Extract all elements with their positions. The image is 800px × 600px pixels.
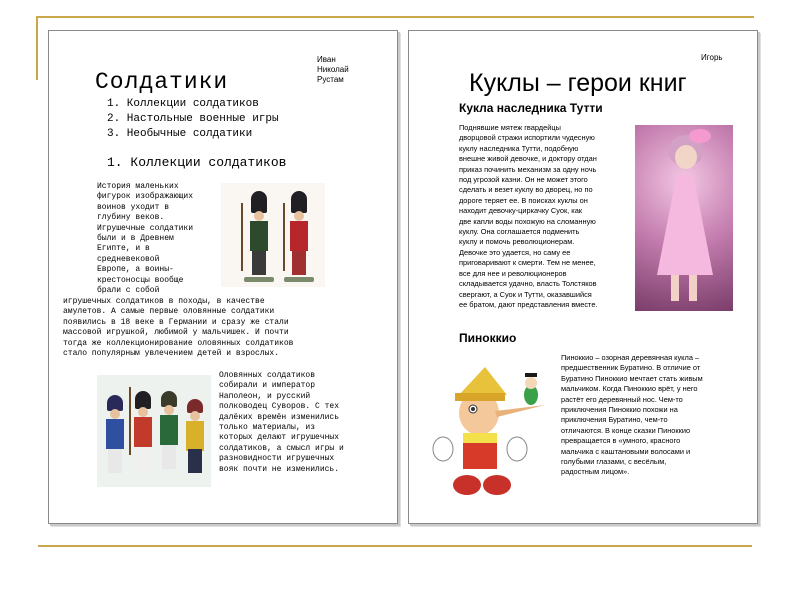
text-line: радостным лицом». xyxy=(561,467,630,477)
text-line: тогда же коллекционирование оловянных солдатиков xyxy=(63,338,294,348)
text-line: предшественник Буратино. В отличие от xyxy=(561,363,701,373)
pinocchio-illustration xyxy=(427,357,555,499)
author-name: Игорь xyxy=(701,53,723,62)
authors-list xyxy=(317,55,349,85)
text-line: свергают, а Суок и Тутти, оказавшийся xyxy=(459,289,592,299)
section-heading: Кукла наследника Тутти xyxy=(459,101,603,115)
tutti-paragraph xyxy=(459,123,598,310)
text-line: Игрушечные солдатики xyxy=(97,223,194,233)
toy-soldier-figure xyxy=(279,191,319,287)
text-line: куклу наследника Тутти, подобную xyxy=(459,143,579,153)
text-line: были и в Древнем xyxy=(97,234,174,244)
text-line: ее братом, дают представления вместе. xyxy=(459,299,598,309)
text-line: дворцовой стражи испортили чудесную xyxy=(459,133,595,143)
text-line: Оловянных солдатиков xyxy=(219,371,316,380)
text-line: собирали и император xyxy=(219,381,316,391)
decorative-top-rule xyxy=(36,16,754,18)
text-line: голубыми глазами, с весёлым, xyxy=(561,457,667,467)
section-heading: Пиноккио xyxy=(459,331,517,345)
text-line: мальчика с каштановыми волосами и xyxy=(561,446,691,456)
text-line: амулетов. А самые первые оловянные солдатики xyxy=(63,307,275,317)
page-dolls xyxy=(408,30,758,524)
text-line: вояк почти не изменились. xyxy=(219,464,340,474)
text-line: крестоносцы вообще xyxy=(97,275,184,285)
text-line: только материалы, из xyxy=(219,423,316,433)
text-line: фигурок изображающих xyxy=(97,192,194,202)
text-line: которых делают игрушечных xyxy=(219,433,340,443)
author-name: Николай xyxy=(317,65,349,74)
text-line: сделать и везет куклу во дворец, но по xyxy=(459,185,593,195)
napoleon-paragraph xyxy=(219,371,344,475)
text-line: игрушечных солдатиков в походы, в качестве xyxy=(63,297,265,306)
intro-text-wrapped xyxy=(97,182,193,296)
text-line: солдатиков, а смысл игры и xyxy=(219,443,344,453)
text-line: разновидности игрушечных xyxy=(219,454,335,464)
text-line: массовой игрушкой, любимой у мальчишек. И почти xyxy=(63,328,289,338)
toc-item: 2. Настольные военные игры xyxy=(107,113,279,125)
text-line: две капли воды похожую на сломанную xyxy=(459,216,596,226)
text-line: растёт его деревянный нос. Чем-то xyxy=(561,394,683,404)
doll-photo xyxy=(635,125,733,311)
decorative-left-rule xyxy=(36,16,38,80)
tin-soldiers-photo xyxy=(97,375,211,487)
soldiers-photo xyxy=(221,183,325,287)
text-line: находит девочку-циркачку Суок, как xyxy=(459,206,583,216)
section-heading: 1. Коллекции солдатиков xyxy=(107,155,287,170)
text-line: воинов уходит в xyxy=(97,202,170,212)
text-line: Поднявшие мятеж гвардейцы xyxy=(459,123,561,132)
text-line: под угрозой казни. Он не может этого xyxy=(459,175,588,185)
pinocchio-paragraph xyxy=(561,353,703,478)
text-line: глубину веков. xyxy=(97,213,165,223)
text-line: средневековой xyxy=(97,254,160,264)
table-of-contents xyxy=(107,97,279,142)
text-line: приключения Буратино, чем-то xyxy=(561,415,668,425)
text-line: Пиноккио – озорная деревянная кукла – xyxy=(561,353,700,362)
text-line: появились в 18 веке в Германии и сразу же стали xyxy=(63,317,289,327)
text-line: куклу и помочь революционерам. xyxy=(459,237,575,247)
text-line: отличаются. В конце сказки Пиноккио xyxy=(561,425,691,435)
text-line: Египте, и в xyxy=(97,244,150,254)
text-line: дороге теряет ее. В поисках куклы он xyxy=(459,195,588,205)
text-line: приключения Пиноккио похожи на xyxy=(561,405,678,415)
text-line: внешне живой девочке, и доктору отдан xyxy=(459,154,597,164)
text-line: полководец Суворов. С тех xyxy=(219,402,340,412)
text-line: складывается удачно, власть Толстяков xyxy=(459,279,597,289)
page-title: Солдатики xyxy=(95,69,229,95)
toc-item: 1. Коллекции солдатиков xyxy=(107,98,259,110)
text-line: куклу. Она соглашается подменить xyxy=(459,227,580,237)
text-line: Европе, а воины- xyxy=(97,265,174,275)
text-line: Наполеон, и русский xyxy=(219,391,311,401)
text-line: Девочке это удается, но саму ее xyxy=(459,247,571,257)
text-line: Буратино Пиноккио мечтает стать живым xyxy=(561,373,703,383)
text-line: превращается в «умного, красного xyxy=(561,436,681,446)
page-title: Куклы – герои книг xyxy=(469,69,687,97)
page-soldiers xyxy=(48,30,398,524)
author-name: Рустам xyxy=(317,75,344,84)
text-line: все для нее и революционеров xyxy=(459,268,567,278)
toy-soldier-figure xyxy=(127,387,157,483)
decorative-bottom-rule xyxy=(38,545,752,547)
toy-soldier-figure xyxy=(239,191,279,287)
text-line: приказ починить механизм за одну ночь xyxy=(459,164,597,174)
toc-item: 3. Необычные солдатики xyxy=(107,128,253,140)
text-line: История маленьких xyxy=(97,182,179,191)
toy-soldier-figure xyxy=(181,399,211,485)
text-line: далёких времён изменились xyxy=(219,412,340,422)
intro-text-full xyxy=(63,297,293,359)
text-line: приговаривают к смерти. Тем не менее, xyxy=(459,258,596,268)
text-line: брали с собой xyxy=(97,286,160,296)
text-line: стало популярным увлечением детей и взрослых. xyxy=(63,349,280,359)
text-line: мальчиком. Когда Пиноккио врёт, у него xyxy=(561,384,698,394)
author-name: Иван xyxy=(317,55,336,64)
